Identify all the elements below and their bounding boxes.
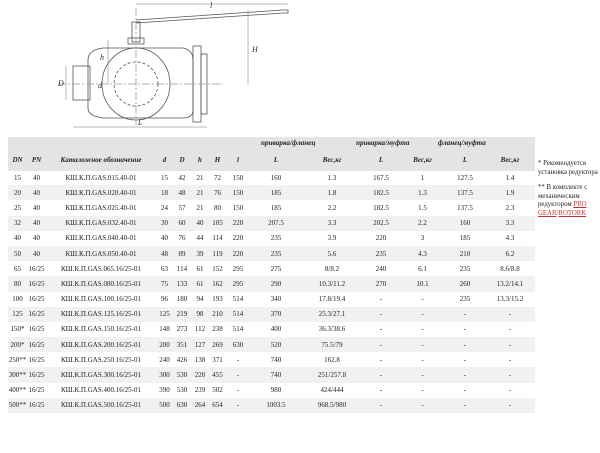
cell-weld-coupling-length: 240 (375, 264, 387, 273)
cell-catalog-number: КШ.К.П.GAS.400.16/25-01 (61, 386, 141, 395)
cell-weld-flange-length: 520 (250, 337, 302, 352)
cell-weld-flange-weight: 251/257.8 (302, 367, 362, 382)
cell-weld-coupling-length: 167.5 (373, 173, 389, 182)
cell-flange-coupling-length: 235 (459, 295, 471, 304)
cell-weld-flange-length: 740 (270, 355, 282, 364)
cell-dn: 40 (14, 234, 21, 243)
cell-h: 264 (191, 398, 209, 413)
spec-table (8, 170, 535, 413)
column-header-l: l (237, 156, 239, 164)
cell-flange-coupling-length: - (445, 307, 485, 322)
table-row (8, 292, 535, 307)
column-header-pn: PN (31, 156, 42, 164)
cell-weld-coupling-weight: 4.3 (400, 246, 445, 261)
cell-weld-flange-length: 400 (270, 325, 282, 334)
cell-pn: 16/25 (28, 386, 45, 395)
cell-height: 238 (212, 325, 223, 334)
cell-h: 61 (196, 264, 204, 273)
cell-catalog-number: КШ.К.П.GAS.200.16/25-01 (46, 337, 156, 352)
cell-catalog-number: КШ.К.П.GAS.040.40-01 (65, 234, 137, 243)
cell-weld-coupling-length: - (379, 295, 383, 304)
cell-flange-coupling-weight: 6.2 (485, 246, 535, 261)
dim-label-l: l (210, 1, 213, 10)
cell-l: - (226, 398, 250, 413)
column-header-height: H (214, 156, 221, 164)
cell-flange-coupling-length: 235 (459, 264, 471, 273)
cell-l: - (236, 386, 240, 395)
cell-outer-d: 351 (173, 337, 191, 352)
cell-d: 240 (159, 355, 170, 364)
cell-catalog-number: КШ.К.П.GAS.015.40-01 (65, 173, 137, 182)
cell-height: 269 (209, 337, 226, 352)
cell-weld-coupling-weight: 1.5 (418, 203, 427, 212)
cell-outer-d: 76 (178, 234, 186, 243)
cell-h: 40 (191, 216, 209, 231)
cell-pn: 40 (27, 185, 46, 200)
cell-outer-d: 530 (173, 367, 191, 382)
column-header-catalog-number: Каталожное обозначение (60, 156, 142, 164)
cell-l: 150 (232, 173, 244, 182)
cell-outer-d: 133 (173, 276, 191, 291)
cell-h: 21 (191, 185, 209, 200)
cell-weld-coupling-length: 270 (362, 276, 400, 291)
cell-catalog-number: КШ.К.П.GAS.250.16/25-01 (61, 355, 141, 364)
cell-flange-coupling-weight: 13.3/15.2 (496, 295, 524, 304)
cell-outer-d: 114 (176, 264, 188, 273)
table-row (8, 367, 535, 382)
cell-d: 48 (156, 246, 173, 261)
table-row (8, 185, 535, 200)
cell-weld-flange-weight: 3.9 (327, 234, 337, 243)
cell-weld-flange-length: 980 (270, 386, 282, 395)
cell-l: 630 (226, 337, 250, 352)
cell-weld-coupling-weight: - (400, 367, 445, 382)
cell-outer-d: 530 (176, 386, 188, 395)
group-header-weld-coupling: приварка/муфта (356, 139, 410, 147)
group-header-weld-flange: приварка/фланец (261, 139, 316, 147)
cell-height: 152 (212, 264, 223, 273)
cell-height: 80 (214, 203, 221, 212)
cell-d: 40 (161, 234, 168, 243)
cell-height: 455 (209, 367, 226, 382)
cell-weld-coupling-length: - (362, 307, 400, 322)
table-row (8, 383, 535, 398)
cell-weld-flange-weight: 25.3/27.1 (302, 307, 362, 322)
cell-weld-flange-length: 370 (250, 307, 302, 322)
cell-flange-coupling-length: 160 (445, 216, 485, 231)
cell-l: - (226, 367, 250, 382)
cell-flange-coupling-weight: 8.6/8.8 (500, 264, 520, 273)
cell-weld-coupling-weight: - (400, 337, 445, 352)
weld-end (73, 66, 90, 100)
cell-weld-coupling-weight: 3 (420, 234, 425, 243)
cell-h: 138 (194, 355, 206, 364)
cell-weld-flange-length: 185 (270, 203, 282, 212)
link-rotork[interactable]: ROTORK (558, 209, 587, 217)
cell-weld-flange-length: 185 (250, 185, 302, 200)
table-row (8, 337, 535, 352)
cell-dn: 400** (8, 386, 27, 395)
cell-flange-coupling-length: - (463, 355, 467, 364)
cell-height: 72 (214, 173, 221, 182)
note-gear-included: ** В комплекте с механическим редуктором PRO GEAR/ROTORK (538, 184, 588, 217)
cell-weld-flange-length: 290 (250, 276, 302, 291)
cell-d: 15 (161, 173, 168, 182)
cell-weld-coupling-weight: 1 (420, 173, 425, 182)
cell-dn: 150* (10, 325, 25, 334)
dim-label-D: D (58, 79, 64, 88)
cell-outer-d: 42 (178, 173, 186, 182)
cell-pn: 16/25 (28, 325, 45, 334)
cell-dn: 100 (12, 295, 23, 304)
cell-weld-coupling-weight: - (421, 355, 424, 364)
cell-dn: 20 (8, 185, 27, 200)
table-row (8, 170, 535, 185)
cell-weld-flange-weight: 17.8/19.4 (318, 295, 346, 304)
cell-l: 220 (226, 216, 250, 231)
cell-pn: 40 (33, 234, 40, 243)
cell-flange-coupling-weight: 1.4 (505, 173, 515, 182)
cell-flange-coupling-weight: 1.9 (485, 185, 535, 200)
cell-weld-flange-weight: 36.3/38.6 (318, 325, 346, 334)
cell-weld-flange-weight: 1.8 (302, 185, 362, 200)
cell-weld-coupling-length: - (362, 337, 400, 352)
cell-weld-coupling-length: 202.5 (362, 216, 400, 231)
cell-h: 21 (196, 203, 204, 212)
cell-height: 371 (212, 355, 223, 364)
cell-weld-flange-weight: 2.2 (327, 203, 337, 212)
cell-h: 239 (194, 386, 206, 395)
cell-flange-coupling-length: 127.5 (457, 173, 473, 182)
cell-weld-coupling-weight: - (400, 398, 445, 413)
cell-l: 295 (232, 264, 244, 273)
cell-flange-coupling-length: 210 (445, 246, 485, 261)
cell-l: 295 (226, 276, 250, 291)
cell-outer-d: 426 (176, 355, 188, 364)
column-header-weld-coupling-length: L (378, 156, 384, 164)
cell-catalog-number: КШ.К.П.GAS.500.16/25-01 (46, 398, 156, 413)
column-header-d: d (162, 156, 167, 164)
cell-dn: 500** (8, 398, 27, 413)
cell-h: 98 (191, 307, 209, 322)
table-row (8, 398, 535, 413)
cell-weld-flange-weight: 75.5/79 (302, 337, 362, 352)
cell-d: 96 (161, 295, 168, 304)
cell-pn: 16/25 (27, 337, 46, 352)
cell-flange-coupling-length: - (445, 337, 485, 352)
cell-weld-coupling-weight: - (421, 325, 424, 334)
cell-flange-coupling-length: - (445, 398, 485, 413)
cell-d: 125 (156, 307, 173, 322)
table-row (8, 307, 535, 322)
cell-flange-coupling-weight: 2.3 (505, 203, 515, 212)
cell-l: 220 (226, 246, 250, 261)
cell-dn: 50 (8, 246, 27, 261)
table-row (8, 261, 535, 276)
cell-d: 18 (156, 185, 173, 200)
cell-flange-coupling-weight: 4.3 (505, 234, 515, 243)
cell-pn: 40 (27, 246, 46, 261)
cell-l: 150 (226, 185, 250, 200)
cell-catalog-number: КШ.К.П.GAS.300.16/25-01 (46, 367, 156, 382)
cell-d: 390 (159, 386, 170, 395)
cell-d: 75 (156, 276, 173, 291)
cell-pn: 40 (33, 173, 40, 182)
column-header-weld-coupling-weight: Вес,кг (413, 156, 432, 164)
table-row (8, 246, 535, 261)
cell-weld-coupling-weight: - (421, 295, 424, 304)
cell-height: 210 (209, 307, 226, 322)
cell-weld-coupling-length: - (362, 367, 400, 382)
cell-d: 500 (156, 398, 173, 413)
cell-height: 76 (209, 185, 226, 200)
cell-l: 514 (226, 307, 250, 322)
table-row (8, 322, 535, 337)
dim-label-L: L (138, 118, 143, 127)
note-recommended-gear: * Рекомендуется установка редуктора (538, 160, 598, 176)
cell-catalog-number: КШ.К.П.GAS.150.16/25-01 (61, 325, 141, 334)
cell-outer-d: 630 (173, 398, 191, 413)
cell-pn: 16/25 (28, 355, 45, 364)
cell-dn: 25 (14, 203, 21, 212)
cell-weld-flange-weight: 10.3/11.2 (302, 276, 362, 291)
cell-d: 300 (156, 367, 173, 382)
cell-flange-coupling-weight: 3.3 (485, 216, 535, 231)
cell-flange-coupling-weight: - (508, 355, 512, 364)
column-header-flange-coupling-length: L (462, 156, 468, 164)
cell-h: 44 (196, 234, 204, 243)
cell-weld-coupling-weight: 1.3 (400, 185, 445, 200)
cell-weld-coupling-length: 182.5 (373, 203, 389, 212)
cell-weld-flange-weight: 162.8 (324, 355, 340, 364)
cell-weld-flange-length: 235 (250, 246, 302, 261)
table-row (8, 231, 535, 246)
cell-catalog-number: КШ.К.П.GAS.050.40-01 (46, 246, 156, 261)
cell-weld-coupling-length: - (379, 386, 383, 395)
notes-panel (538, 160, 598, 226)
table-row (8, 276, 535, 291)
cell-flange-coupling-weight: - (508, 325, 512, 334)
cell-pn: 16/25 (28, 264, 45, 273)
cell-weld-coupling-length: - (362, 398, 400, 413)
cell-d: 30 (156, 216, 173, 231)
cell-dn: 200* (8, 337, 27, 352)
cell-outer-d: 219 (173, 307, 191, 322)
cell-pn: 16/25 (27, 367, 46, 382)
cell-l: 220 (232, 234, 244, 243)
cell-catalog-number: КШ.К.П.GAS.080.16/25-01 (46, 276, 156, 291)
cell-weld-flange-weight: 8/8.2 (324, 264, 340, 273)
table-row (8, 216, 535, 231)
cell-dn: 80 (8, 276, 27, 291)
cell-flange-coupling-length: 137.5 (445, 185, 485, 200)
cell-catalog-number: КШ.К.П.GAS.025.40-01 (65, 203, 137, 212)
cell-outer-d: 180 (176, 295, 188, 304)
cell-flange-coupling-length: - (463, 386, 467, 395)
cell-weld-flange-weight: 5.6 (302, 246, 362, 261)
cell-flange-coupling-weight: 13.2/14.1 (485, 276, 535, 291)
cell-weld-flange-weight: 424/444 (320, 386, 344, 395)
cell-flange-coupling-weight: - (508, 386, 512, 395)
dim-label-h: h (100, 53, 104, 62)
cell-weld-coupling-length: 182.5 (362, 185, 400, 200)
cell-weld-coupling-weight: 10.1 (400, 276, 445, 291)
cell-flange-coupling-weight: - (485, 337, 535, 352)
cell-weld-flange-length: 1003.5 (250, 398, 302, 413)
table-row (8, 352, 535, 367)
cell-pn: 40 (27, 216, 46, 231)
cell-weld-coupling-length: - (379, 325, 383, 334)
cell-l: - (236, 355, 240, 364)
valve-drawing (48, 0, 308, 132)
cell-dn: 32 (8, 216, 27, 231)
cell-height: 114 (212, 234, 223, 243)
cell-d: 24 (161, 203, 168, 212)
cell-weld-flange-weight: 3.3 (302, 216, 362, 231)
cell-outer-d: 89 (173, 246, 191, 261)
cell-dn: 250** (8, 355, 27, 364)
cell-pn: 16/25 (27, 307, 46, 322)
cell-flange-coupling-length: 260 (445, 276, 485, 291)
cell-flange-coupling-length: - (463, 325, 467, 334)
cell-height: 502 (212, 386, 223, 395)
cell-h: 94 (196, 295, 204, 304)
cell-catalog-number: КШ.К.П.GAS.032.40-01 (46, 216, 156, 231)
cell-l: 514 (232, 325, 244, 334)
cell-catalog-number: КШ.К.П.GAS.100.16/25-01 (61, 295, 141, 304)
cell-dn: 125 (8, 307, 27, 322)
cell-weld-flange-length: 740 (250, 367, 302, 382)
cell-h: 112 (194, 325, 206, 334)
cell-l: 514 (232, 295, 244, 304)
cell-height: 162 (209, 276, 226, 291)
cell-height: 105 (209, 216, 226, 231)
cell-dn: 15 (14, 173, 21, 182)
cell-catalog-number: КШ.К.П.GAS.065.16/25-01 (61, 264, 141, 273)
cell-pn: 16/25 (27, 276, 46, 291)
handle-lever (136, 10, 283, 20)
cell-flange-coupling-length: 137.5 (457, 203, 473, 212)
cell-outer-d: 57 (178, 203, 186, 212)
cell-height: 193 (212, 295, 223, 304)
cell-weld-flange-length: 340 (270, 295, 282, 304)
cell-dn: 65 (14, 264, 21, 273)
cell-d: 63 (161, 264, 168, 273)
cell-weld-coupling-weight: - (421, 386, 424, 395)
column-header-h: h (198, 156, 202, 164)
link-pro-gear[interactable]: PRO GEAR (538, 201, 587, 217)
cell-h: 127 (191, 337, 209, 352)
cell-weld-flange-length: 275 (270, 264, 282, 273)
cell-weld-flange-length: 160 (270, 173, 282, 182)
cell-pn: 16/25 (28, 295, 45, 304)
cell-weld-coupling-length: 235 (362, 246, 400, 261)
cell-flange-coupling-weight: - (485, 307, 535, 322)
cell-weld-flange-length: 207.5 (250, 216, 302, 231)
cell-weld-coupling-weight: 6.1 (418, 264, 427, 273)
cell-l: 150 (232, 203, 244, 212)
cell-flange-coupling-length: 185 (459, 234, 471, 243)
cell-pn: 16/25 (27, 398, 46, 413)
column-header-outer-d: D (179, 156, 185, 164)
cell-weld-coupling-weight: - (400, 307, 445, 322)
dim-label-d: d (98, 81, 102, 90)
column-header-weld-flange-weight: Вес,кг (322, 156, 342, 164)
cell-h: 21 (196, 173, 204, 182)
column-header-dn: DN (12, 156, 23, 164)
cell-d: 200 (156, 337, 173, 352)
dim-label-H: H (252, 45, 258, 54)
cell-catalog-number: КШ.К.П.GAS.020.40-01 (46, 185, 156, 200)
cell-height: 654 (209, 398, 226, 413)
table-row (8, 200, 535, 215)
cell-weld-flange-weight: 968.5/980 (302, 398, 362, 413)
cell-d: 148 (159, 325, 170, 334)
group-header-flange-coupling: фланец/муфта (438, 139, 486, 147)
cell-flange-coupling-weight: - (485, 398, 535, 413)
column-header-flange-coupling-weight: Вес,кг (500, 156, 520, 164)
column-header-weld-flange-length: L (273, 156, 279, 164)
cell-h: 39 (191, 246, 209, 261)
cell-weld-flange-weight: 1.3 (327, 173, 337, 182)
cell-outer-d: 48 (173, 185, 191, 200)
cell-weld-flange-length: 235 (270, 234, 282, 243)
cell-weld-coupling-length: 220 (375, 234, 387, 243)
cell-height: 119 (209, 246, 226, 261)
cell-weld-coupling-length: - (379, 355, 383, 364)
cell-h: 61 (191, 276, 209, 291)
cell-flange-coupling-length: - (445, 367, 485, 382)
cell-dn: 300** (8, 367, 27, 382)
cell-outer-d: 273 (176, 325, 188, 334)
cell-outer-d: 60 (173, 216, 191, 231)
cell-catalog-number: КШ.К.П.GAS.125.16/25-01 (46, 307, 156, 322)
cell-flange-coupling-weight: - (485, 367, 535, 382)
cell-pn: 40 (33, 203, 40, 212)
cell-h: 220 (191, 367, 209, 382)
cell-weld-coupling-weight: 2.2 (400, 216, 445, 231)
